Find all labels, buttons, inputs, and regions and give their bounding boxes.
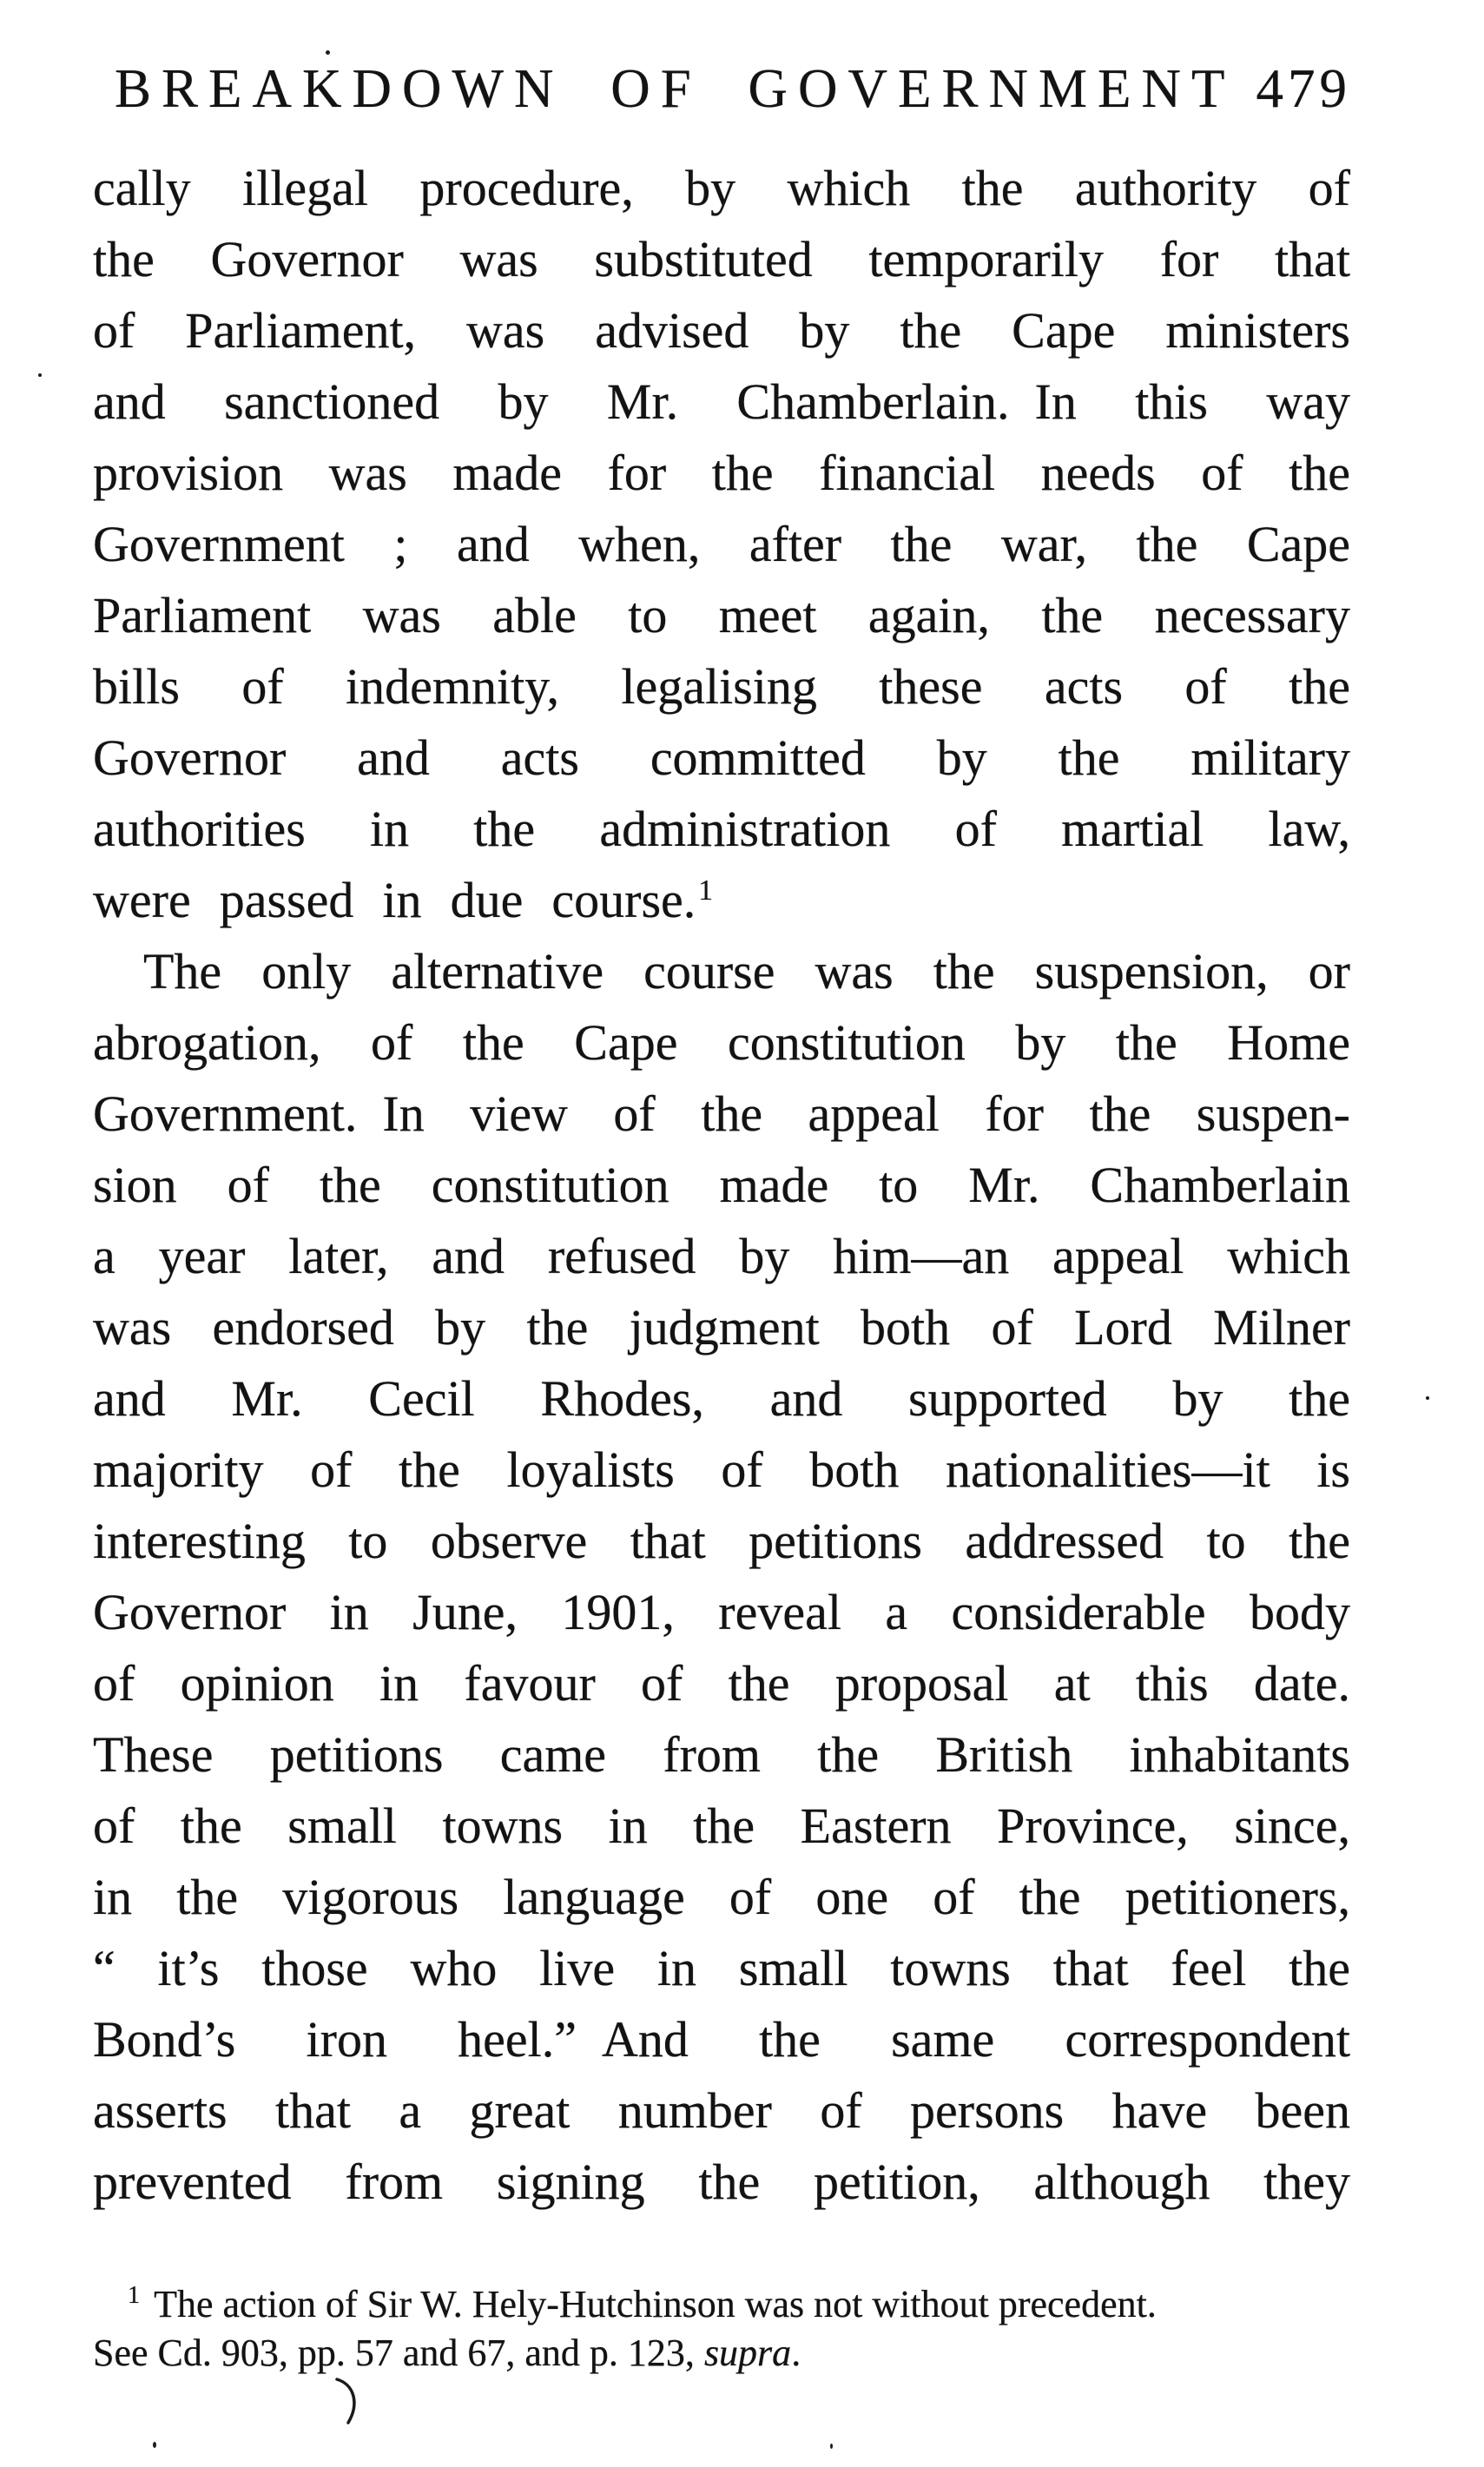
text-line: Bond’s iron heel.” And the same correspondent bbox=[93, 2011, 1350, 2068]
text-line: prevented from signing the petition, although they bbox=[93, 2154, 1350, 2210]
text-line-paragraph-start: The only alternative course was the suspension, or bbox=[143, 943, 1350, 999]
text-line: bills of indemnity, legalising these acts of the bbox=[93, 658, 1350, 715]
chapter-title: BREAKDOWN OF GOVERNMENT bbox=[115, 58, 1236, 119]
text-line: Governor and acts committed by the military bbox=[93, 729, 1350, 786]
footnote bbox=[93, 2280, 1350, 2378]
text-line: a year later, and refused by him—an appeal which bbox=[93, 1228, 1350, 1284]
scan-speck bbox=[38, 373, 42, 377]
text-line: asserts that a great number of persons have been bbox=[93, 2082, 1350, 2139]
footnote-text: See Cd. 903, pp. 57 and 67, and p. 123, bbox=[93, 2332, 704, 2374]
text-line: provision was made for the financial needs of the bbox=[93, 445, 1350, 501]
page-number: 479 bbox=[1256, 58, 1351, 119]
text-line: and Mr. Cecil Rhodes, and supported by the bbox=[93, 1370, 1350, 1427]
scan-speck bbox=[1426, 1396, 1429, 1400]
text-line: cally illegal procedure, by which the authority of bbox=[93, 160, 1350, 216]
text-line: majority of the loyalists of both nationalities—it is bbox=[93, 1441, 1350, 1498]
footnote-reference-marker: 1 bbox=[698, 874, 714, 907]
footnote-line bbox=[93, 2329, 1350, 2378]
text-line: of Parliament, was advised by the Cape ministers bbox=[93, 302, 1350, 359]
text-line: “ it’s those who live in small towns that feel the bbox=[93, 1940, 1350, 1996]
text-line: These petitions came from the British inhabitants bbox=[93, 1726, 1350, 1783]
text-line: Government. In view of the appeal for the suspen- bbox=[93, 1085, 1350, 1142]
text-line: in the vigorous language of one of the petitioners, bbox=[93, 1869, 1350, 1925]
text-line: sion of the constitution made to Mr. Chamberlain bbox=[93, 1157, 1350, 1213]
scan-speck bbox=[153, 2442, 156, 2448]
text-line: abrogation, of the Cape constitution by the Home bbox=[93, 1014, 1350, 1071]
text-line: authorities in the administration of martial law, bbox=[93, 801, 1350, 857]
scan-artifact-mark bbox=[332, 2376, 368, 2426]
footnote-text: The action of Sir W. Hely-Hutchinson was not without precedent. bbox=[154, 2283, 1157, 2325]
text-line: interesting to observe that petitions addressed to the bbox=[93, 1513, 1350, 1569]
text-line-paragraph-end bbox=[93, 865, 1350, 936]
footnote-line bbox=[93, 2280, 1350, 2329]
text-line: of the small towns in the Eastern Province, since, bbox=[93, 1797, 1350, 1854]
running-head bbox=[102, 57, 1351, 121]
text-line: and sanctioned by Mr. Chamberlain. In this way bbox=[93, 373, 1350, 430]
footnote-citation-italic: supra bbox=[703, 2332, 792, 2374]
body-text bbox=[93, 153, 1350, 2218]
text-line: of opinion in favour of the proposal at this date. bbox=[93, 1655, 1350, 1712]
text-line: Governor in June, 1901, reveal a considerable body bbox=[93, 1584, 1350, 1640]
scan-speck bbox=[830, 2444, 833, 2449]
footnote-text: . bbox=[791, 2332, 801, 2374]
text-line: Government ; and when, after the war, the Cape bbox=[93, 516, 1350, 572]
text-line: Parliament was able to meet again, the necessary bbox=[93, 587, 1350, 643]
text-line: was endorsed by the judgment both of Lord Milner bbox=[93, 1299, 1350, 1356]
text-line: the Governor was substituted temporarily for that bbox=[93, 231, 1350, 287]
text-line-text: were passed in due course. bbox=[93, 872, 696, 928]
footnote-marker: 1 bbox=[128, 2282, 141, 2310]
scan-speck bbox=[326, 50, 330, 55]
